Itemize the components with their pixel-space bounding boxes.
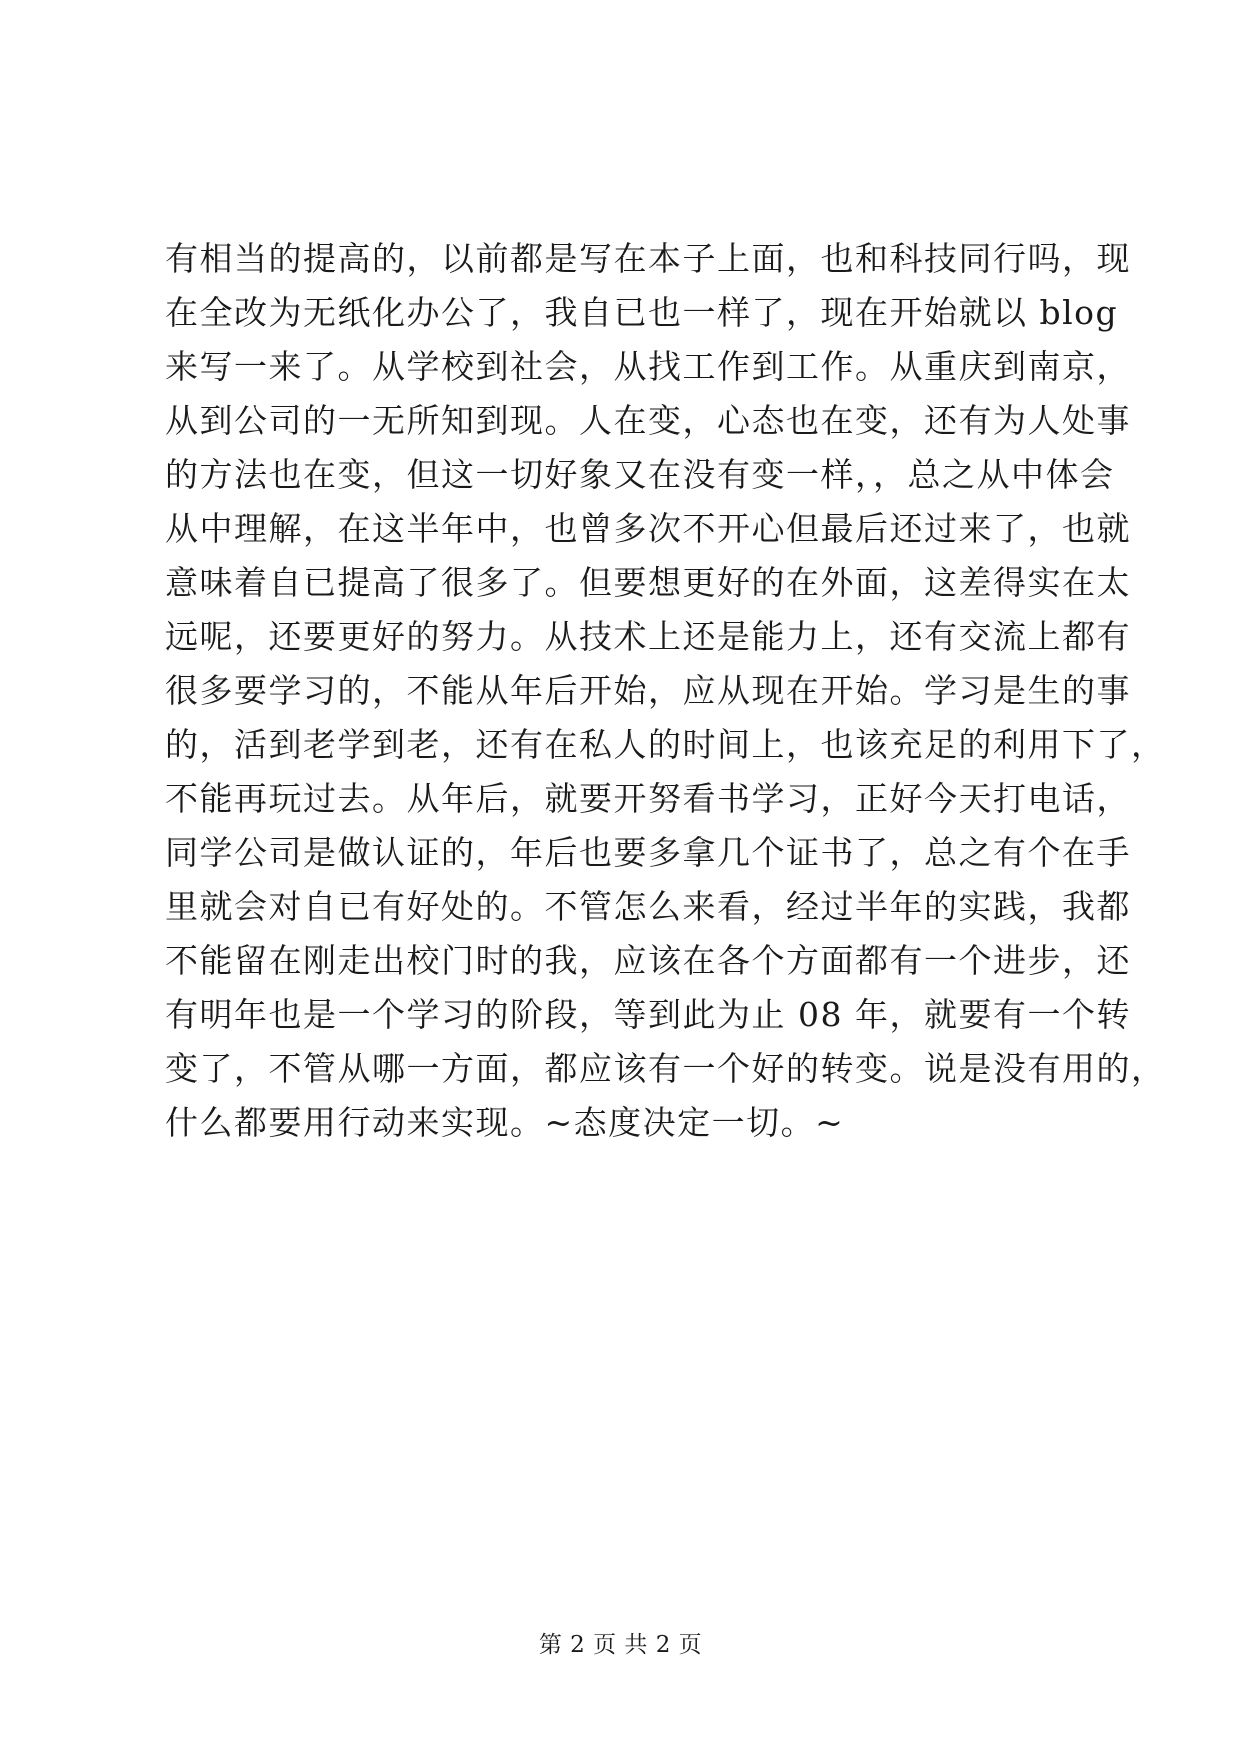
- text-line: 变了，不管从哪一方面，都应该有一个好的转变。说是没有用的，: [165, 1049, 1166, 1088]
- text-line: 的方法也在变，但这一切好象又在没有变一样，，总之从中体会: [165, 455, 1115, 494]
- body-paragraph: [165, 232, 1166, 1150]
- text-line: 不能留在刚走出校门时的我，应该在各个方面都有一个进步，还: [165, 941, 1131, 980]
- text-line: 什么都要用行动来实现。~态度决定一切。~: [165, 1103, 845, 1142]
- text-line: 同学公司是做认证的，年后也要多拿几个证书了，总之有个在手: [165, 833, 1131, 872]
- text-line: 来写一来了。从学校到社会，从找工作到工作。从重庆到南京，: [165, 347, 1131, 386]
- text-line: 从中理解，在这半年中，也曾多次不开心但最后还过来了，也就: [165, 509, 1131, 548]
- text-line: 在全改为无纸化办公了，我自已也一样了，现在开始就以 blog: [165, 293, 1119, 332]
- text-line: 从到公司的一无所知到现。人在变，心态也在变，还有为人处事: [165, 401, 1131, 440]
- page-number-footer: 第 2 页 共 2 页: [538, 1632, 703, 1658]
- text-line: 很多要学习的，不能从年后开始，应从现在开始。学习是生的事: [165, 671, 1131, 710]
- text-line: 不能再玩过去。从年后，就要开努看书学习，正好今天打电话，: [165, 779, 1131, 818]
- text-line: 里就会对自已有好处的。不管怎么来看，经过半年的实践，我都: [165, 887, 1131, 926]
- text-line: 有明年也是一个学习的阶段，等到此为止 08 年，就要有一个转: [165, 995, 1131, 1034]
- text-line: 的，活到老学到老，还有在私人的时间上，也该充足的利用下了，: [165, 725, 1166, 764]
- text-line: 远呢，还要更好的努力。从技术上还是能力上，还有交流上都有: [165, 617, 1131, 656]
- text-line: 有相当的提高的，以前都是写在本子上面，也和科技同行吗，现: [165, 239, 1131, 278]
- text-line: 意味着自已提高了很多了。但要想更好的在外面，这差得实在太: [165, 563, 1131, 602]
